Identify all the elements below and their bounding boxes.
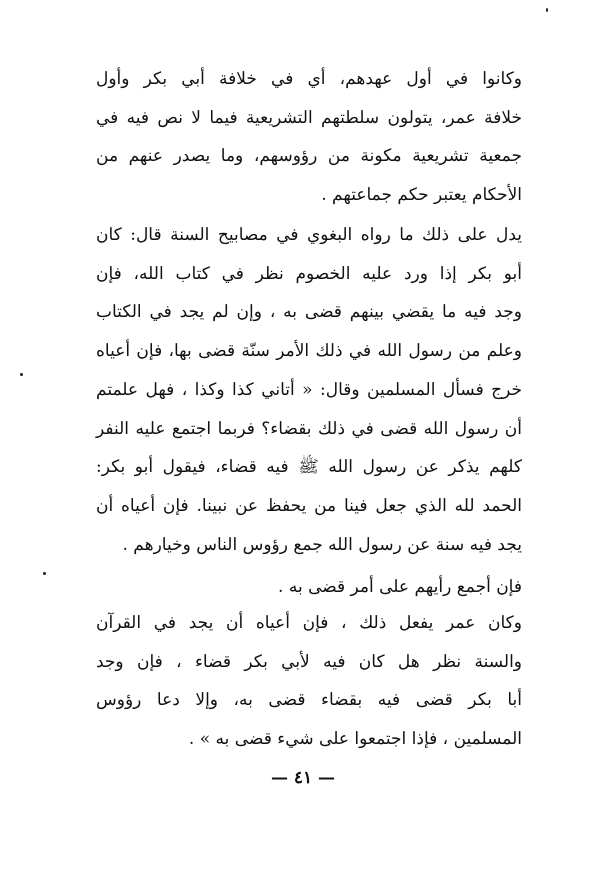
text-line: فإن أجمع رأيهم على أمر قضى به .	[278, 577, 522, 597]
text-line: والسنة نظر هل كان فيه لأبي بكر قضاء ، فإن وجد	[96, 651, 522, 672]
text-line: وجد فيه ما يقضي بينهم قضى به ، وإن لم يجد في الكتاب	[96, 302, 522, 323]
text-line: أبا بكر قضى فيه بقضاء قضى به، وإلا دعا رؤوس	[96, 690, 522, 711]
text-line: خرج فسأل المسلمين وقال: « أتاني كذا وكذا ، فهل علمتم	[96, 379, 522, 400]
text-line: وكان عمر يفعل ذلك ، فإن أعياه أن يجد في القرآن	[96, 613, 522, 633]
text-line: كلهم يذكر عن رسول الله ﷺ فيه قضاء، فيقول أبو بكر:	[96, 457, 522, 478]
text-line: أن رسول الله قضى في ذلك بقضاء؟ فربما اجتمع عليه النفر	[96, 418, 522, 439]
text-line: جمعية تشريعية مكونة من رؤوسهم، وما يصدر عنهم من	[96, 146, 522, 167]
paragraph-consensus	[96, 568, 522, 607]
text-line: المسلمين ، فإذا اجتمعوا على شيء قضى به » .	[188, 729, 522, 750]
text-line: خلافة عمر، يتولون سلطتهم التشريعية فيما لا نص فيه في	[96, 107, 522, 128]
scan-speck	[546, 8, 548, 12]
paragraph-umar-practice	[96, 604, 522, 759]
paragraph-baghawi-narration	[96, 216, 522, 564]
paragraph-caliphate-legislation	[96, 60, 522, 215]
text-line: وعلم من رسول الله في ذلك الأمر سنّة قضى بها، فإن أعياه	[96, 341, 522, 362]
text-line: يجد فيه سنة عن رسول الله جمع رؤوس الناس وخيارهم .	[122, 534, 522, 555]
text-line: الحمد لله الذي جعل فينا من يحفظ عن نبينا. فإن أعياه أن	[96, 495, 522, 516]
text-line: الأحكام يعتبر حكم جماعتهم .	[321, 185, 522, 206]
text-line: أبو بكر إذا ورد عليه الخصوم نظر في كتاب الله، فإن	[96, 263, 522, 284]
text-line: يدل على ذلك ما رواه البغوي في مصابيح السنة قال: كان	[96, 225, 522, 245]
scan-speck	[20, 373, 23, 376]
text-line: وكانوا في أول عهدهم، أي في خلافة أبي بكر وأول	[96, 69, 522, 89]
scan-speck	[43, 572, 46, 575]
page-number: — ٤١ —	[270, 768, 336, 788]
